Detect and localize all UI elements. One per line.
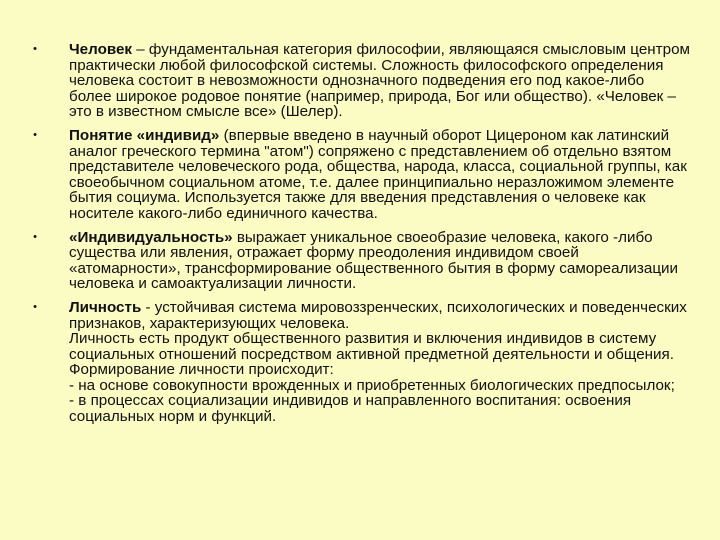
- lichnost-paragraph-formation-heading: Формирование личности происходит:: [69, 361, 334, 379]
- bullet-marker: •: [33, 230, 37, 243]
- list-item-individ: [30, 128, 690, 222]
- lichnost-paragraph-product: Личность есть продукт общественного развития и включения индивидов в систему социальных отношений посредством активной предметной деятельности и общения.: [69, 330, 674, 363]
- term-lichnost: Личность: [69, 298, 142, 316]
- definition-individ: (впервые введено в научный оборот Цицероном как латинский аналог греческого термина "атом") сопряжено с представлением об отдельно взятом представителе человеческого рода, общества, народа, класса, социальной группы, как своеобычном социальном атоме, т.е. далее принципиально неразложимом элементе бытия социума. Используется также для введения представления о человеке как носителе какого-либо единичного качества.: [69, 126, 687, 222]
- list-item-individualnost: [30, 230, 690, 292]
- term-chelovek: Человек: [69, 41, 133, 58]
- bullet-marker: •: [33, 43, 37, 55]
- lichnost-paragraph-biological: - на основе совокупности врожденных и приобретенных биологических предпосылок;: [69, 376, 675, 394]
- list-item-lichnost: [30, 300, 690, 425]
- lichnost-paragraph-socialization: - в процессах социализации индивидов и направленного воспитания: освоения социальных норм и функций.: [69, 392, 632, 426]
- list-item-chelovek: [30, 42, 690, 120]
- term-individ: Понятие «индивид»: [69, 126, 220, 144]
- bullet-marker: •: [33, 300, 37, 313]
- bullet-list: [30, 42, 690, 433]
- bullet-marker: •: [33, 128, 37, 141]
- definition-individualnost: выражает уникальное своеобразие человека, какого -либо существа или явления, отражает форму преодоления индивидом своей «атомарности», трансформирование общественного бытия в форму самореализации человека и самоактуализации личности.: [69, 228, 678, 293]
- term-individualnost: «Индивидуальность»: [69, 228, 233, 246]
- definition-chelovek: – фундаментальная категория философии, являющаяся смысловым центром практически любой философской системы. Сложность философского определения человека состоит в невозможности однозначного подведения его под какое-либо более широкое родовое понятие (например, природа, Бог или общество). «Человек – это в известном смысле все» (Шелер).: [69, 41, 690, 121]
- definition-lichnost: - устойчивая система мировоззренческих, психологических и поведенческих признаков, характеризующих человека.: [69, 298, 687, 332]
